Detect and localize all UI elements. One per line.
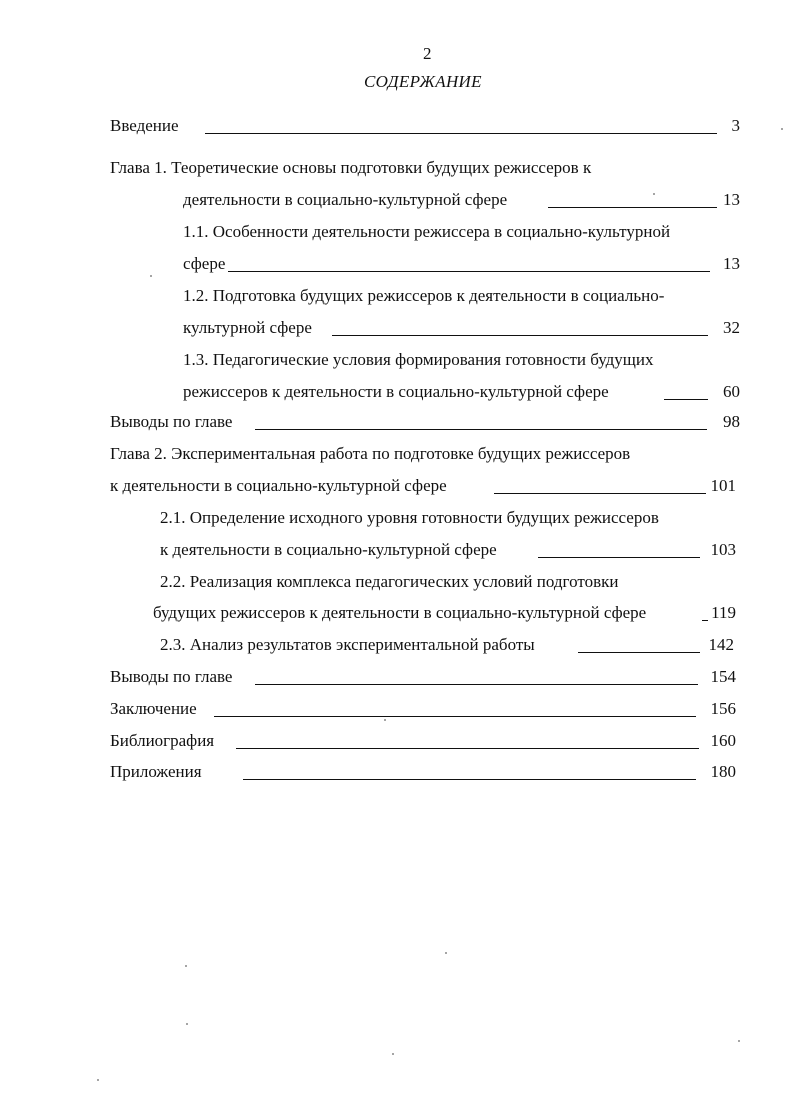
page-ref: 3 [731,116,740,135]
scan-speck [445,952,447,954]
toc-entry-bibliography: Библиография [110,731,215,750]
toc-entry-section-1-2-cont: культурной сфере [183,318,312,337]
toc-entry-section-1-1: 1.1. Особенности деятельности режиссера в социально-культурной [183,222,671,241]
page-number: 2 [423,44,432,63]
scan-speck [653,193,655,195]
page-title: СОДЕРЖАНИЕ [364,72,482,91]
scan-speck [392,1053,394,1055]
leader-line [205,133,717,134]
page-ref: 98 [723,412,740,431]
scan-speck [185,965,187,967]
toc-entry-section-2-2: 2.2. Реализация комплекса педагогических условий подготовки [160,572,619,591]
toc-entry-section-1-2: 1.2. Подготовка будущих режиссеров к деятельности в социально- [183,286,665,305]
toc-entry-introduction: Введение [110,116,179,135]
scan-speck [384,719,386,721]
page-ref: 13 [723,190,740,209]
page-ref: 32 [723,318,740,337]
toc-entry-chapter-2: Глава 2. Экспериментальная работа по подготовке будущих режиссеров [110,444,631,463]
leader-line [236,748,699,749]
page-ref: 13 [723,254,740,273]
toc-entry-section-2-3: 2.3. Анализ результатов экспериментальной работы [160,635,535,654]
leader-line [228,271,710,272]
toc-entry-chapter-1-cont: деятельности в социально-культурной сфере [183,190,508,209]
toc-entry-conclusion: Заключение [110,699,197,718]
scan-speck [186,1023,188,1025]
leader-line [243,779,696,780]
toc-entry-section-1-1-cont: сфере [183,254,226,273]
page-ref: 142 [708,635,734,654]
leader-line [214,716,696,717]
toc-entry-appendices: Приложения [110,762,202,781]
toc-entry-section-2-1-cont: к деятельности в социально-культурной сфере [160,540,497,559]
page-ref: 180 [710,762,736,781]
page-ref: 119 [711,603,736,622]
page-ref: 60 [723,382,740,401]
toc-entry-section-2-1: 2.1. Определение исходного уровня готовности будущих режиссеров [160,508,659,527]
toc-entry-section-1-3: 1.3. Педагогические условия формирования готовности будущих [183,350,654,369]
leader-line [255,684,698,685]
page-ref: 156 [710,699,736,718]
toc-entry-chapter-2-cont: к деятельности в социально-культурной сфере [110,476,447,495]
toc-entry-conclusions-1: Выводы по главе [110,412,233,431]
toc-entry-section-1-3-cont: режиссеров к деятельности в социально-культурной сфере [183,382,609,401]
scan-speck [738,1040,740,1042]
page-ref: 103 [710,540,736,559]
toc-entry-chapter-1: Глава 1. Теоретические основы подготовки будущих режиссеров к [110,158,592,177]
scan-speck [781,128,783,130]
leader-line [494,493,706,494]
leader-line [332,335,708,336]
scan-speck [150,275,152,277]
toc-entry-section-2-2-cont: будущих режиссеров к деятельности в социально-культурной сфере [153,603,647,622]
leader-line [255,429,707,430]
page-ref: 154 [710,667,736,686]
toc-entry-conclusions-2: Выводы по главе [110,667,233,686]
scan-speck [97,1079,99,1081]
page-ref: 101 [710,476,736,495]
page-ref: 160 [710,731,736,750]
